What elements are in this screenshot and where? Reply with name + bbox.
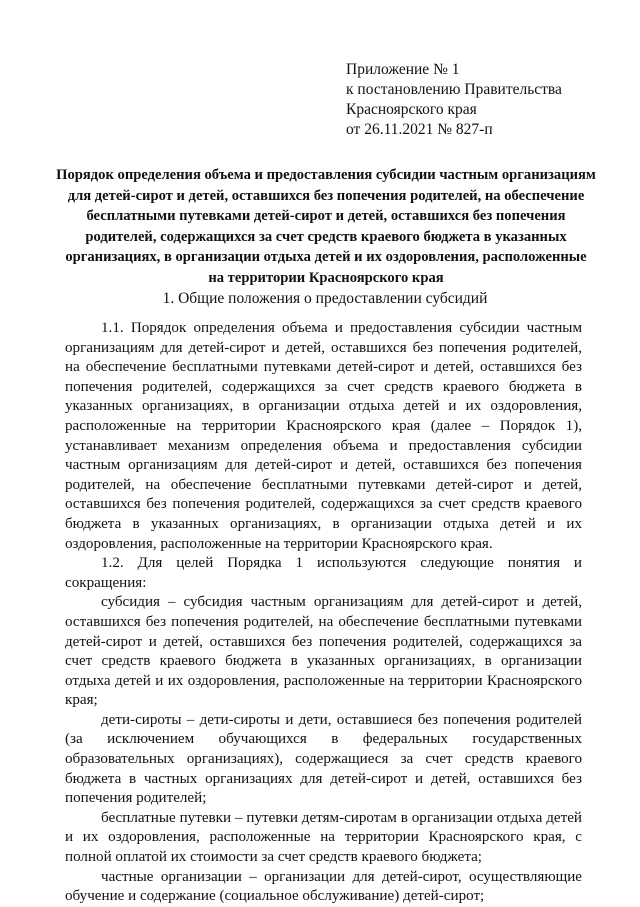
appendix-resolution: к постановлению Правительства — [346, 81, 562, 98]
definition-free-vouchers: бесплатные путевки – путевки детям-сиротам в организации отдыха детей и их оздоровления, расположенные на территории Красноярского края, с полной оплатой их стоимости за счет средств краевого бюджета; — [65, 809, 582, 866]
document-title: Порядок определения объема и предоставления субсидии частным организациям для детей-сирот и детей, оставшихся без попечения родителей, на обеспечение бесплатными путевками детей-сирот и детей, оставшихся без попечения родителей, содержащихся за счет средств краевого бюджета в указанных организациях, в организации отдыха детей и их оздоровления, расположенные на территории Красноярского края — [56, 167, 596, 286]
section-body — [65, 319, 582, 907]
paragraph-1-2: 1.2. Для целей Порядка 1 используются следующие понятия и сокращения: — [65, 555, 582, 591]
appendix-number: Приложение № 1 — [346, 61, 460, 78]
section-heading: 1. Общие положения о предоставлении субсидий — [162, 290, 488, 307]
definition-subsidy: субсидия – субсидия частным организациям для детей-сирот и детей, оставшихся без попечения родителей, на обеспечение бесплатными путевками детей-сирот и детей, оставшихся без попечения родителей, содержащихся за счет средств краевого бюджета в указанных организациях, в организации отдыха детей и их оздоровления, расположенные на территории Красноярского края; — [65, 594, 582, 709]
appendix-region: Красноярского края — [346, 101, 477, 118]
definition-orphans: дети-сироты – дети-сироты и дети, оставшиеся без попечения родителей (за исключением обучающихся в федеральных государственных образовательных организациях), содержащиеся за счет средств краевого бюджета в частных организациях для детей-сирот и детей, оставшихся без попечения родителей; — [65, 711, 582, 807]
appendix-date: от 26.11.2021 № 827-п — [346, 121, 493, 138]
appendix-block — [346, 60, 562, 140]
paragraph-1-1: 1.1. Порядок определения объема и предоставления субсидии частным организациям для детей-сирот и детей, оставшихся без попечения родителей, на обеспечение бесплатными путевками детей-сирот и детей, оставшихся без попечения родителей, содержащихся за счет средств краевого бюджета в указанных организациях, в организации отдыха детей и их оздоровления, расположенные на территории Красноярского края (далее – Порядок 1), устанавливает механизм определения объема и предоставления субсидии частным организациям для детей-сирот и детей, оставшихся без попечения родителей, на обеспечение бесплатными путевками детей-сирот и детей, оставшихся без попечения родителей, содержащихся за счет средств краевого бюджета в указанных организациях, в организации отдыха детей и их оздоровления, расположенные на территории Красноярского края. — [65, 320, 582, 552]
definition-private-organizations: частные организации – организации для детей-сирот, осуществляющие обучение и содержание (социальное обслуживание) детей-сирот; — [65, 868, 582, 905]
